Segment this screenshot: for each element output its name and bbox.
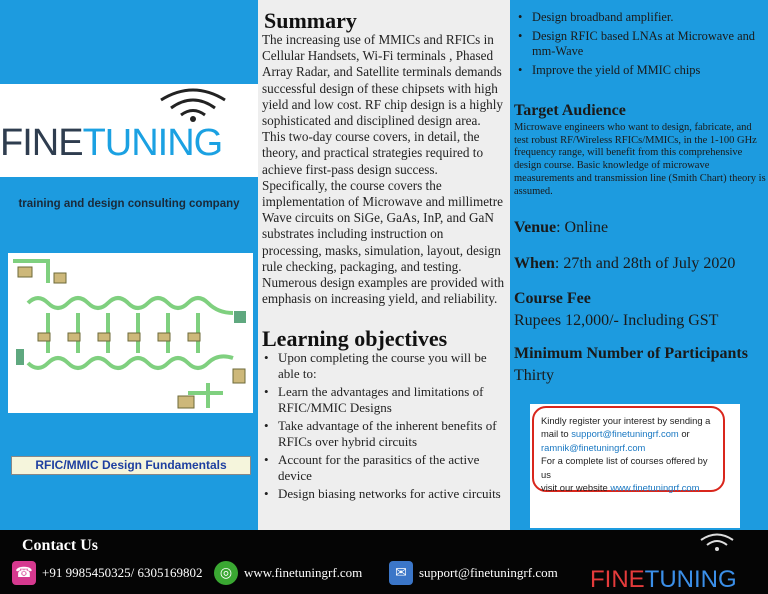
target-text: Microwave engineers who want to design, fabricate, and test robust RF/Wireless RFICs/MMICs, in the 1-100 GHz frequency range, will benefit from this comprehensive design course. Basic knowledge of microwave measurements and transmission line (Smith Chart) theory is assumed. bbox=[514, 122, 766, 197]
when-label: When bbox=[514, 255, 555, 272]
phone-number: +91 9985450325/ 6305169802 bbox=[42, 565, 203, 580]
register-callout bbox=[532, 406, 725, 492]
left-panel bbox=[0, 0, 258, 530]
email-link-support[interactable]: support@finetuningrf.com bbox=[571, 428, 679, 440]
venue-value: : Online bbox=[556, 219, 609, 236]
website-contact[interactable] bbox=[214, 561, 362, 585]
middle-panel bbox=[258, 0, 510, 530]
phone-contact[interactable] bbox=[12, 561, 202, 585]
learning-heading: Learning objectives bbox=[262, 326, 448, 351]
goals-list bbox=[512, 10, 764, 82]
register-line1: Kindly register your interest by sending a bbox=[541, 415, 711, 426]
course-title-badge: RFIC/MMIC Design Fundamentals bbox=[11, 456, 251, 475]
website-link[interactable]: www.finetuningrf.com bbox=[610, 482, 700, 494]
summary-text: The increasing use of MMICs and RFICs in Cellular Handsets, Wi-Fi terminals , Phased Array Radar, and Satellite terminals demands successful design of these chipsets with high yield and low cost. RF chip design is a highly sophisticated and disciplined design area. This two-day course covers, in detail, the theory, and practical strategies required to achieve first-pass design success. Specifically, the course covers the implementation of Microwave and millimetre Wave circuits on SiGe, GaAs, InP, and GaN substrates including instruction on processing, masks, simulation, layout, design rule checking, packaging, and testing. Numerous design examples are provided with emphasis on increasing yield, and reliability. bbox=[262, 32, 505, 307]
when-line bbox=[514, 255, 735, 273]
brand-logo bbox=[0, 84, 258, 177]
email-contact[interactable] bbox=[389, 561, 558, 585]
register-line2: mail to support@finetuningrf.com or bbox=[541, 428, 690, 440]
venue-label: Venue bbox=[514, 219, 557, 236]
mmic-layout-image bbox=[8, 253, 253, 413]
list-item: • Design RFIC based LNAs at Microwave and mm-Wave bbox=[512, 29, 764, 59]
list-item: • Design broadband amplifier. bbox=[512, 10, 764, 25]
register-box bbox=[530, 404, 740, 528]
contact-footer bbox=[0, 530, 768, 594]
list-item: • Learn the advantages and limitations of RFIC/MMIC Designs bbox=[258, 384, 504, 416]
globe-icon: ◎ bbox=[214, 561, 238, 585]
logo-fine: FINE bbox=[0, 122, 83, 164]
wifi-icon bbox=[153, 86, 233, 122]
logo-tuning: TUNING bbox=[82, 122, 223, 164]
mail-icon: ✉ bbox=[389, 561, 413, 585]
min-participants-value: Thirty bbox=[514, 367, 554, 384]
register-line3: For a complete list of courses offered by us bbox=[541, 455, 708, 480]
venue-line bbox=[514, 219, 608, 237]
phone-icon: ☎ bbox=[12, 561, 36, 585]
footer-logo: FINETUNING bbox=[590, 566, 737, 593]
learning-list bbox=[258, 350, 504, 504]
summary-heading: Summary bbox=[264, 8, 357, 33]
tagline: training and design consulting company bbox=[18, 198, 240, 210]
wifi-icon bbox=[697, 532, 737, 552]
right-panel bbox=[510, 0, 768, 530]
when-value: : 27th and 28th of July 2020 bbox=[554, 255, 736, 272]
fee-value: Rupees 12,000/- Including GST bbox=[514, 312, 719, 329]
email-link-ramnik[interactable]: ramnik@finetuningrf.com bbox=[541, 441, 646, 453]
list-item: • Account for the parasitics of the active device bbox=[258, 452, 504, 484]
min-participants-heading: Minimum Number of Participants bbox=[514, 345, 748, 362]
fee-heading: Course Fee bbox=[514, 290, 591, 307]
list-item: • Upon completing the course you will be able to: bbox=[258, 350, 504, 382]
list-item: • Design biasing networks for active circuits bbox=[258, 486, 504, 502]
footer-website: www.finetuningrf.com bbox=[244, 565, 363, 580]
target-heading: Target Audience bbox=[514, 102, 626, 119]
logo-wordmark bbox=[0, 122, 258, 165]
contact-heading: Contact Us bbox=[22, 537, 98, 554]
list-item: • Take advantage of the inherent benefits of RFICs over hybrid circuits bbox=[258, 418, 504, 450]
footer-email: support@finetuningrf.com bbox=[419, 565, 558, 580]
list-item: • Improve the yield of MMIC chips bbox=[512, 63, 764, 78]
register-line4: visit our website www.finetuningrf.com bbox=[541, 482, 700, 494]
